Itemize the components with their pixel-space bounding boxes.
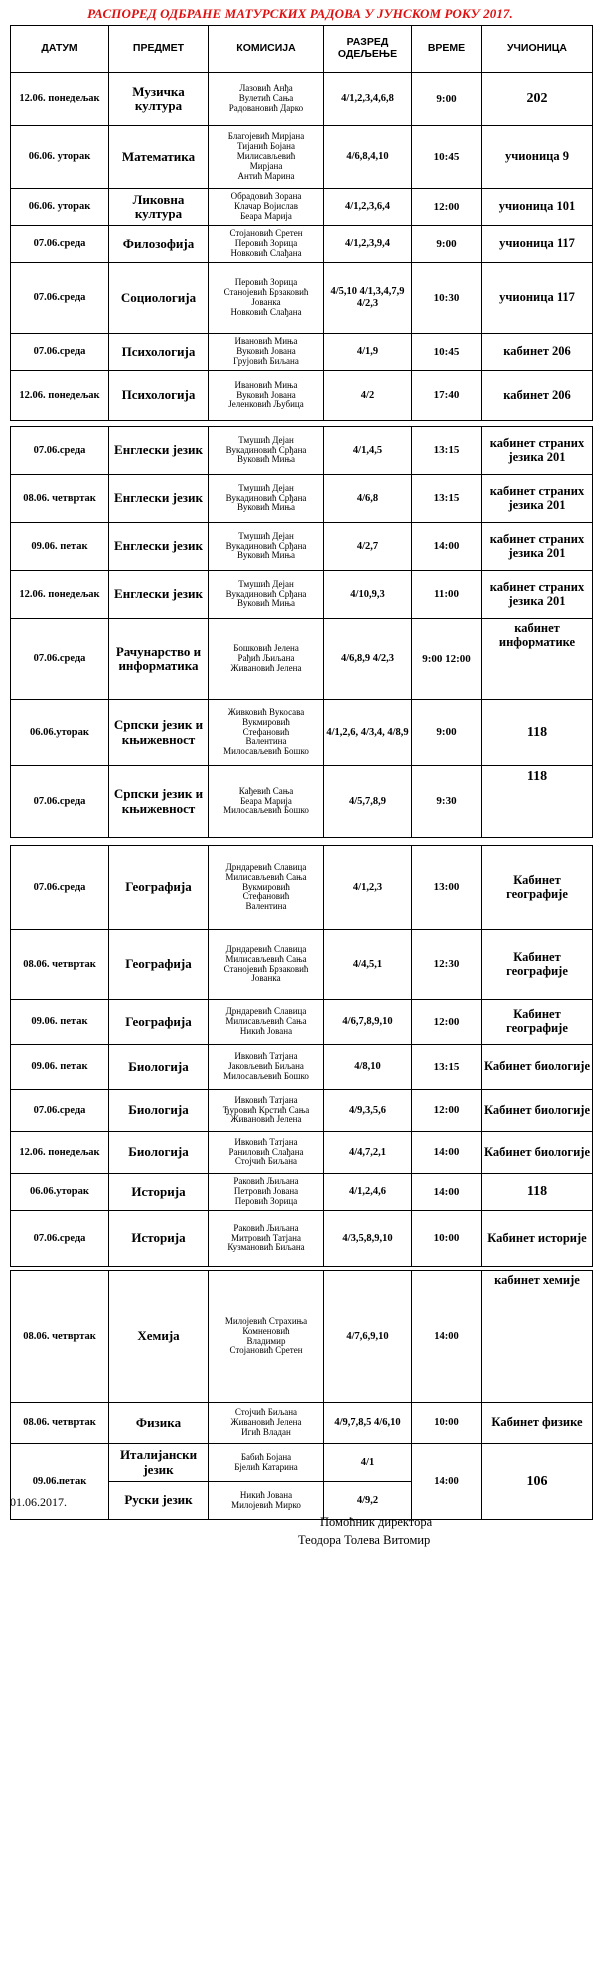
row-classes: 4/6,8	[324, 475, 412, 523]
commission-member: Живановић Јелена	[230, 1114, 302, 1125]
commission-member: Тмушић Дејан	[238, 482, 294, 493]
commission-member: Станојевић Брзаковић	[223, 963, 309, 974]
row-subject: Географија	[109, 1000, 209, 1045]
row-subject: Ликовна култура	[109, 189, 209, 226]
row-classes: 4/5,10 4/1,3,4,7,9 4/2,3	[324, 263, 412, 334]
commission-member: Новковић Слађана	[230, 247, 302, 258]
row-classes: 4/2	[324, 371, 412, 421]
commission-member: Ђуровић Крстић Сања	[222, 1104, 310, 1115]
commission-member: Новковић Слађана	[230, 306, 302, 317]
signature-role: Помоћник директора	[320, 1515, 433, 1529]
row-room: Кабинет физике	[482, 1403, 593, 1444]
row-classes: 4/6,7,8,9,10	[324, 1000, 412, 1045]
commission-member: Стефановић	[242, 726, 290, 737]
commission-member: Мирјана	[249, 160, 283, 171]
row-date: 09.06.петак	[11, 1444, 109, 1520]
commission-member: Рађић Љиљана	[237, 653, 295, 664]
row-commission	[209, 334, 324, 371]
row-room: Кабинет географије	[482, 930, 593, 1000]
row-room: Кабинет историје	[482, 1211, 593, 1267]
commission-member: Вуковић Јована	[236, 389, 296, 400]
commission-member: Вукадиновић Срђана	[225, 444, 307, 455]
row-date: 08.06. четвртак	[11, 1403, 109, 1444]
row-room: кабинет информатике	[482, 619, 593, 700]
row-date: 06.06.уторак	[11, 700, 109, 766]
commission-member: Вукмировић	[242, 716, 290, 727]
row-classes: 4/1,2,3,6,4	[324, 189, 412, 226]
table-row	[11, 523, 593, 571]
row-time: 9:00 12:00	[412, 619, 482, 700]
table-row	[11, 1000, 593, 1045]
row-commission	[209, 1000, 324, 1045]
row-date: 06.06. уторак	[11, 126, 109, 189]
row-date: 07.06.среда	[11, 226, 109, 263]
row-commission	[209, 700, 324, 766]
row-classes: 4/9,3,5,6	[324, 1090, 412, 1132]
row-room: учионица 101	[482, 189, 593, 226]
commission-member: Беара Марија	[240, 795, 292, 806]
commission-member: Милисављевић	[236, 151, 296, 162]
commission-member: Живановић Јелена	[230, 662, 302, 673]
table-row	[11, 1045, 593, 1090]
row-classes: 4/1,2,4,6	[324, 1174, 412, 1211]
row-date: 07.06.среда	[11, 619, 109, 700]
row-date: 07.06.среда	[11, 846, 109, 930]
document-date: 01.06.2017.	[10, 1495, 67, 1509]
row-subject: Географија	[109, 930, 209, 1000]
row-date: 09.06. петак	[11, 1000, 109, 1045]
header-date: ДАТУМ	[11, 26, 109, 73]
row-room: кабинет страних језика 201	[482, 475, 593, 523]
row-commission	[209, 263, 324, 334]
table-row	[11, 427, 593, 475]
table-row	[11, 846, 593, 930]
commission-member: Ивковић Татјана	[234, 1136, 298, 1147]
schedule-table-3	[10, 845, 593, 1267]
row-subject: Српски језик и књижевност	[109, 700, 209, 766]
row-time: 12:30	[412, 930, 482, 1000]
row-room: 118	[482, 1174, 593, 1211]
row-time: 12:00	[412, 189, 482, 226]
row-time: 14:00	[412, 1271, 482, 1403]
commission-member: Тмушић Дејан	[238, 434, 294, 445]
row-classes: 4/1,2,3,9,4	[324, 226, 412, 263]
row-classes: 4/4,7,2,1	[324, 1132, 412, 1174]
row-classes: 4/9,7,8,5 4/6,10	[324, 1403, 412, 1444]
row-commission	[209, 1090, 324, 1132]
commission-member: Вукадиновић Срђана	[225, 540, 307, 551]
row-commission	[209, 1211, 324, 1267]
header-room: УЧИОНИЦА	[482, 26, 593, 73]
header-commission: КОМИСИЈА	[209, 26, 324, 73]
row-time: 10:00	[412, 1211, 482, 1267]
row-room: Кабинет географије	[482, 846, 593, 930]
commission-member: Раниловић Слађана	[228, 1146, 304, 1157]
row-classes: 4/5,7,8,9	[324, 766, 412, 838]
row-time: 13:15	[412, 427, 482, 475]
row-commission: Стојчић Биљана Живановић Јелена Игић Владан	[209, 1403, 324, 1444]
row-subject: Биологија	[109, 1132, 209, 1174]
row-subject: Историја	[109, 1174, 209, 1211]
row-subject: Српски језик и књижевност	[109, 766, 209, 838]
row-commission	[209, 371, 324, 421]
row-subject: Енглески језик	[109, 475, 209, 523]
schedule-table-2	[10, 426, 593, 838]
row-commission	[209, 1174, 324, 1211]
table-row	[11, 1132, 593, 1174]
row-subject: Биологија	[109, 1045, 209, 1090]
table-row	[11, 126, 593, 189]
commission-member: Стефановић	[242, 891, 290, 902]
row-time: 9:00	[412, 700, 482, 766]
row-classes: 4/3,5,8,9,10	[324, 1211, 412, 1267]
row-date: 08.06. четвртак	[11, 475, 109, 523]
row-commission	[209, 930, 324, 1000]
table-row	[11, 1174, 593, 1211]
row-classes: 4/1	[324, 1444, 412, 1482]
row-room: 106	[482, 1444, 593, 1520]
commission-member: Тмушић Дејан	[238, 530, 294, 541]
commission-member: Лазовић Анђа	[239, 83, 293, 94]
commission-member: Перовић Зорица	[234, 238, 298, 249]
commission-member: Петровић Јована	[233, 1186, 299, 1197]
table-row	[11, 766, 593, 838]
row-commission: Милојевић Страхиња Комненовић Владимир Стојановић Сретен	[209, 1271, 324, 1403]
commission-member: Дрндаревић Славица	[225, 1006, 307, 1017]
commission-member: Стојчић Биљана	[234, 1156, 298, 1167]
commission-member: Дрндаревић Славица	[225, 861, 307, 872]
row-subject: Географија	[109, 846, 209, 930]
row-classes: 4/9,2	[324, 1482, 412, 1520]
commission-member: Радовановић Дарко	[228, 102, 304, 113]
row-classes: 4/6,8,4,10	[324, 126, 412, 189]
row-subject: Психологија	[109, 334, 209, 371]
row-subject: Филозофија	[109, 226, 209, 263]
row-subject: Италијански језик	[109, 1444, 209, 1482]
row-room: кабинет страних језика 201	[482, 571, 593, 619]
commission-member: Вуковић Миња	[237, 454, 295, 465]
row-date: 12.06. понедељак	[11, 73, 109, 126]
row-room: 118	[482, 766, 593, 838]
row-classes: 4/10,9,3	[324, 571, 412, 619]
row-commission	[209, 523, 324, 571]
page-title: РАСПОРЕД ОДБРАНЕ МАТУРСКИХ РАДОВА У ЈУНСКОМ РОКУ 2017.	[87, 6, 513, 21]
row-commission	[209, 226, 324, 263]
commission-member: Стојановић Сретен	[229, 228, 303, 239]
commission-member: Ивковић Татјана	[234, 1094, 298, 1105]
row-classes: 4/1,4,5	[324, 427, 412, 475]
row-time: 14:00	[412, 1444, 482, 1520]
commission-member: Живковић Вукосава	[227, 706, 305, 717]
row-commission	[209, 1132, 324, 1174]
commission-member: Милосављевић Бошко	[223, 1070, 309, 1081]
row-room: Кабинет биологије	[482, 1132, 593, 1174]
row-time: 13:15	[412, 1045, 482, 1090]
table-row	[11, 189, 593, 226]
row-time: 10:30	[412, 263, 482, 334]
commission-member: Кађевић Сања	[238, 785, 294, 796]
table-row	[11, 619, 593, 700]
row-commission	[209, 189, 324, 226]
commission-member: Антић Марина	[237, 170, 295, 181]
commission-member: Вулетић Сања	[238, 93, 294, 104]
commission-member: Милосављевић Бошко	[223, 805, 309, 816]
row-time: 14:00	[412, 1174, 482, 1211]
header-row	[11, 26, 593, 73]
row-subject: Историја	[109, 1211, 209, 1267]
row-date: 09.06. петак	[11, 1045, 109, 1090]
row-date: 06.06.уторак	[11, 1174, 109, 1211]
commission-member: Никић Јована	[239, 1025, 293, 1036]
row-date: 12.06. понедељак	[11, 1132, 109, 1174]
commission-member: Благојевић Мирјана	[227, 131, 305, 142]
row-date: 12.06. понедељак	[11, 371, 109, 421]
row-room: Кабинет географије	[482, 1000, 593, 1045]
row-date: 08.06. четвртак	[11, 1271, 109, 1403]
row-classes: 4/8,10	[324, 1045, 412, 1090]
commission-member: Вуковић Миња	[237, 550, 295, 561]
table-row	[11, 334, 593, 371]
row-commission	[209, 1045, 324, 1090]
row-time: 10:00	[412, 1403, 482, 1444]
table-row	[11, 475, 593, 523]
row-room: Кабинет биологије	[482, 1045, 593, 1090]
commission-member: Јаковљевић Биљана	[228, 1061, 304, 1072]
table-row	[11, 930, 593, 1000]
commission-member: Перовић Зорица	[234, 277, 298, 288]
table-row	[11, 371, 593, 421]
table-row	[11, 1271, 593, 1403]
row-time: 13:15	[412, 475, 482, 523]
commission-member: Бошковић Јелена	[233, 643, 299, 654]
row-time: 12:00	[412, 1000, 482, 1045]
row-room: учионица 9	[482, 126, 593, 189]
row-commission	[209, 846, 324, 930]
commission-member: Милосављевић Бошко	[223, 746, 309, 757]
table-row	[11, 1403, 593, 1444]
row-classes: 4/1,9	[324, 334, 412, 371]
row-classes: 4/1,2,6, 4/3,4, 4/8,9	[324, 700, 412, 766]
row-commission: Никић Јована Милојевић Мирко	[209, 1482, 324, 1520]
row-date: 07.06.среда	[11, 263, 109, 334]
table-row	[11, 1444, 593, 1482]
row-commission	[209, 766, 324, 838]
commission-member: Вукадиновић Срђана	[225, 588, 307, 599]
commission-member: Вукадиновић Срђана	[225, 492, 307, 503]
row-room: Кабинет биологије	[482, 1090, 593, 1132]
commission-member: Јеленковић Љубица	[228, 399, 304, 410]
commission-member: Валентина	[245, 901, 287, 912]
header-class: РАЗРЕД ОДЕЉЕЊЕ	[324, 26, 412, 73]
row-date: 08.06. четвртак	[11, 930, 109, 1000]
row-subject: Рачунарство и информатика	[109, 619, 209, 700]
commission-member: Вукмировић	[242, 881, 290, 892]
commission-member: Вуковић Миња	[237, 598, 295, 609]
row-room: учионица 117	[482, 226, 593, 263]
row-subject: Енглески језик	[109, 571, 209, 619]
row-classes: 4/1,2,3,4,6,8	[324, 73, 412, 126]
row-classes: 4/7,6,9,10	[324, 1271, 412, 1403]
commission-member: Јованка	[251, 297, 281, 307]
row-date: 07.06.среда	[11, 766, 109, 838]
row-room: учионица 117	[482, 263, 593, 334]
commission-member: Кузмановић Биљана	[227, 1242, 305, 1253]
row-subject: Музичка култура	[109, 73, 209, 126]
row-room: кабинет страних језика 201	[482, 523, 593, 571]
schedule-table-1	[10, 25, 593, 421]
row-subject: Хемија	[109, 1271, 209, 1403]
table-row	[11, 226, 593, 263]
row-time: 13:00	[412, 846, 482, 930]
row-subject: Биологија	[109, 1090, 209, 1132]
commission-member: Станојевић Брзаковић	[223, 287, 309, 298]
row-classes: 4/6,8,9 4/2,3	[324, 619, 412, 700]
schedule-table-4	[10, 1270, 593, 1520]
row-commission	[209, 126, 324, 189]
commission-member: Митровић Татјана	[231, 1232, 301, 1243]
commission-member: Ивановић Миња	[234, 379, 298, 390]
commission-member: Раковић Љиљана	[233, 1222, 299, 1233]
row-time: 9:30	[412, 766, 482, 838]
commission-member: Клачар Војислав	[234, 201, 298, 212]
row-date: 12.06. понедељак	[11, 571, 109, 619]
row-date: 07.06.среда	[11, 427, 109, 475]
row-commission	[209, 619, 324, 700]
row-commission: Бабић Бојана Бјелић Катарина	[209, 1444, 324, 1482]
row-date: 07.06.среда	[11, 1090, 109, 1132]
row-time: 9:00	[412, 73, 482, 126]
row-subject: Математика	[109, 126, 209, 189]
row-subject: Енглески језик	[109, 427, 209, 475]
commission-member: Вуковић Миња	[237, 502, 295, 513]
row-time: 12:00	[412, 1090, 482, 1132]
row-time: 14:00	[412, 1132, 482, 1174]
commission-member: Дрндаревић Славица	[225, 943, 307, 954]
table-row	[11, 73, 593, 126]
row-time: 14:00	[412, 523, 482, 571]
commission-member: Јованка	[251, 973, 281, 984]
row-time: 17:40	[412, 371, 482, 421]
commission-member: Милисављевић Сања	[225, 1016, 307, 1027]
table-row	[11, 1211, 593, 1267]
commission-member: Ивковић Татјана	[234, 1051, 298, 1062]
row-time: 9:00	[412, 226, 482, 263]
row-time: 11:00	[412, 571, 482, 619]
row-commission	[209, 571, 324, 619]
row-subject: Физика	[109, 1403, 209, 1444]
row-time: 10:45	[412, 126, 482, 189]
table-row	[11, 571, 593, 619]
row-subject: Енглески језик	[109, 523, 209, 571]
header-subject: ПРЕДМЕТ	[109, 26, 209, 73]
row-classes: 4/4,5,1	[324, 930, 412, 1000]
row-room: 118	[482, 700, 593, 766]
commission-member: Тијанић Бојана	[237, 141, 295, 152]
row-room: 202	[482, 73, 593, 126]
row-room: кабинет 206	[482, 334, 593, 371]
row-time: 10:45	[412, 334, 482, 371]
table-row	[11, 700, 593, 766]
row-date: 07.06.среда	[11, 334, 109, 371]
commission-member: Валентина	[245, 736, 287, 747]
commission-member: Вуковић Јована	[236, 346, 296, 357]
row-commission	[209, 427, 324, 475]
row-subject: Социологија	[109, 263, 209, 334]
commission-member: Обрадовић Зорана	[230, 191, 302, 202]
commission-member: Милисављевић Сања	[225, 953, 307, 964]
commission-member: Ивановић Миња	[234, 336, 298, 347]
row-date: 09.06. петак	[11, 523, 109, 571]
commission-member: Тмушић Дејан	[238, 578, 294, 589]
commission-member: Раковић Љиљана	[233, 1176, 299, 1187]
row-subject: Руски језик	[109, 1482, 209, 1520]
commission-member: Грујовић Биљана	[233, 355, 299, 366]
commission-member: Милисављевић Сања	[225, 871, 307, 882]
row-subject: Психологија	[109, 371, 209, 421]
signature-name: Теодора Толева Витомир	[298, 1533, 431, 1547]
row-classes: 4/2,7	[324, 523, 412, 571]
table-row	[11, 263, 593, 334]
row-room: кабинет страних језика 201	[482, 427, 593, 475]
header-time: ВРЕМЕ	[412, 26, 482, 73]
row-commission	[209, 73, 324, 126]
row-date: 07.06.среда	[11, 1211, 109, 1267]
row-room: кабинет 206	[482, 371, 593, 421]
commission-member: Перовић Зорица	[234, 1195, 298, 1206]
row-classes: 4/1,2,3	[324, 846, 412, 930]
row-room: кабинет хемије	[482, 1271, 593, 1403]
row-commission	[209, 475, 324, 523]
table-row	[11, 1090, 593, 1132]
commission-member: Беара Марија	[240, 210, 292, 221]
row-date: 06.06. уторак	[11, 189, 109, 226]
